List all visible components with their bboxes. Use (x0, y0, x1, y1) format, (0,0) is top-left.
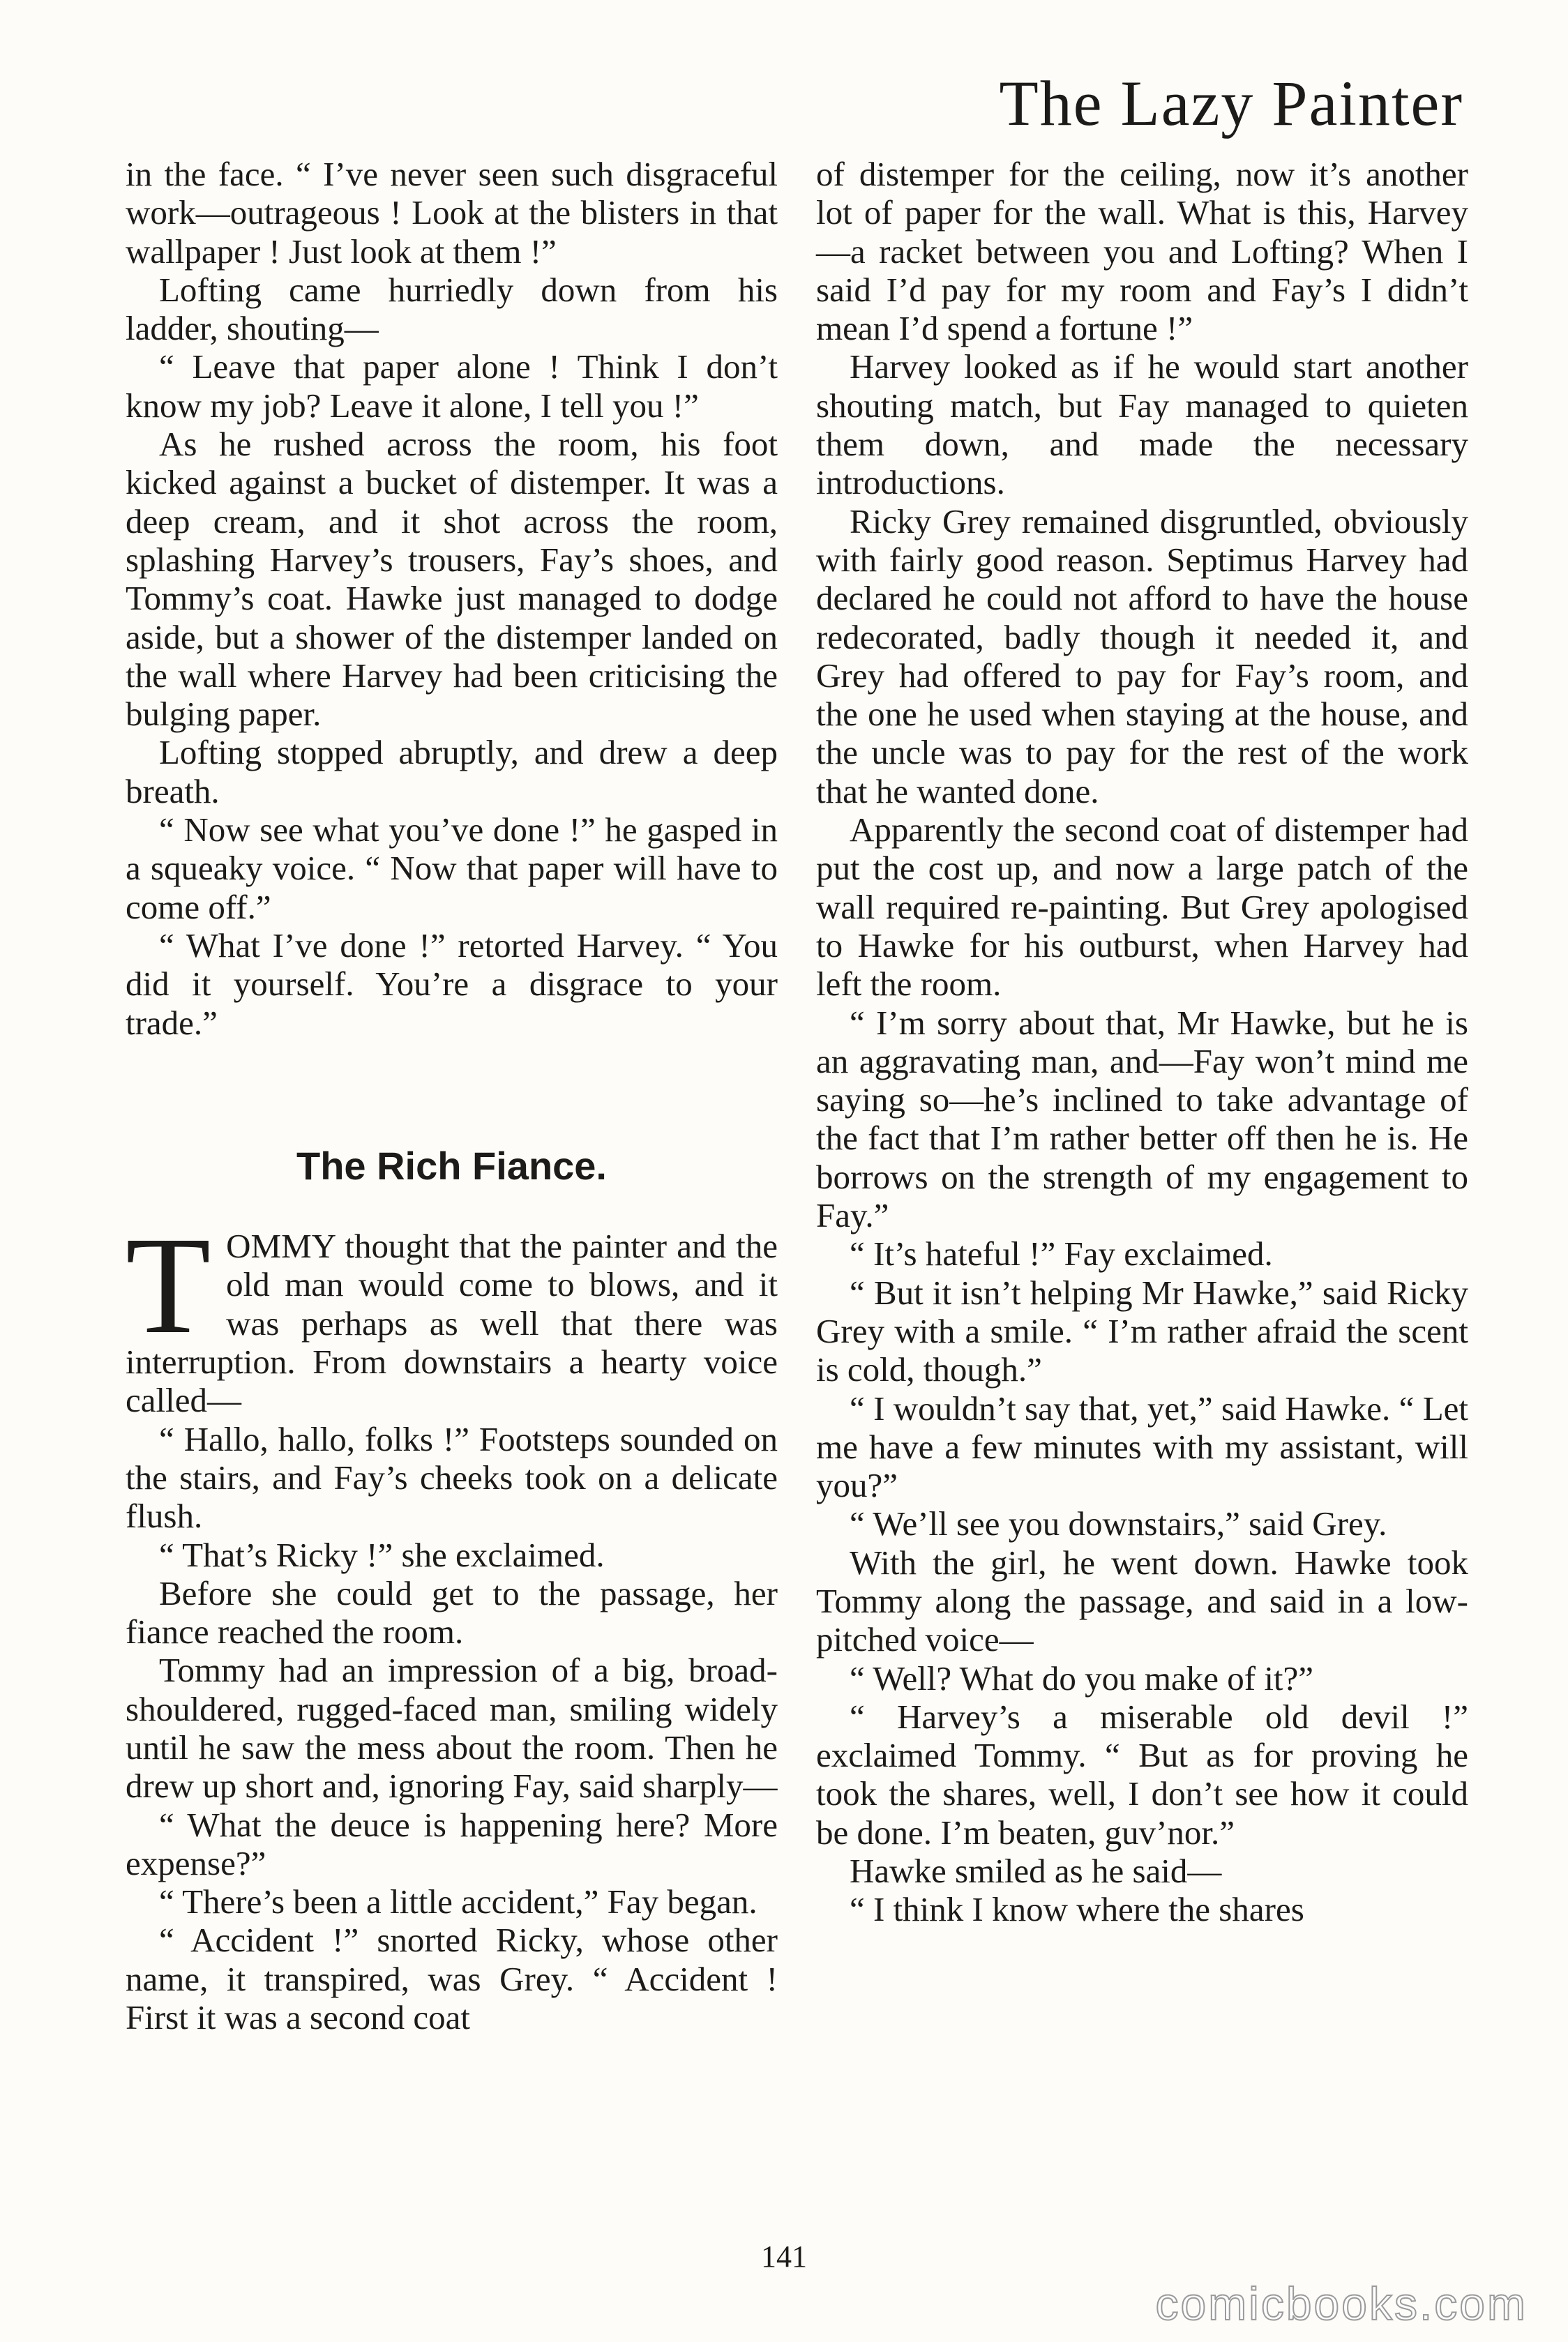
paragraph: “ Hallo, hallo, folks !” Footsteps sounded on the stairs, and Fay’s cheeks took on a delicate flush. (126, 1419, 778, 1536)
section-heading: The Rich Fiance. (296, 1143, 607, 1188)
paragraph: Harvey looked as if he would start another shouting match, but Fay managed to quieten them down, and made the necessary introductions. (816, 347, 1468, 502)
paragraph: “ I think I know where the shares (850, 1890, 1304, 1929)
paragraph: “ I wouldn’t say that, yet,” said Hawke. “ Let me have a few minutes with my assistant, will you?” (816, 1389, 1468, 1505)
paragraph: “ There’s been a little accident,” Fay began. (159, 1882, 757, 1921)
left-column (126, 155, 778, 2037)
paragraph: “ Now see what you’ve done !” he gasped in a squeaky voice. “ Now that paper will have to come off.” (126, 810, 778, 926)
paragraph: “ What I’ve done !” retorted Harvey. “ You did it yourself. You’re a disgrace to your trade.” (126, 926, 778, 1042)
page-number: 141 (761, 2239, 807, 2274)
paragraph: Lofting came hurriedly down from his ladder, shouting— (126, 270, 778, 348)
paragraph: “ Leave that paper alone ! Think I don’t know my job? Leave it alone, I tell you !” (126, 347, 778, 425)
paragraph: “ But it isn’t helping Mr Hawke,” said Ricky Grey with a smile. “ I’m rather afraid the scent is cold, though.” (816, 1273, 1468, 1389)
paragraph-text: OMMY thought that the painter and the old man would come to blows, and it was perhaps as well that there was interruption. From downstairs a hearty voice called— (126, 1227, 778, 1420)
paragraph: Tommy had an impression of a big, broad-shouldered, rugged-faced man, smiling widely until he saw the mess about the room. Then he drew up short and, ignoring Fay, said sharply— (126, 1651, 778, 1806)
paragraph: “ Accident !” snorted Ricky, whose other name, it transpired, was Grey. “ Accident ! First it was a second coat (126, 1921, 778, 2037)
paragraph: As he rushed across the room, his foot kicked against a bucket of distemper. It was a deep cream, and it shot across the room, splashing Harvey’s trousers, Fay’s shoes, and Tommy’s coat. Hawke just managed to dodge aside, but a shower of the distemper landed on the wall where Harvey had been criticising the bulging paper. (126, 425, 778, 734)
paragraph: “ That’s Ricky !” she exclaimed. (159, 1535, 605, 1574)
paragraph: “ I’m sorry about that, Mr Hawke, but he is an aggravating man, and—Fay won’t mind me saying so—he’s inclined to take advantage of the fact that I’m rather better off then he is. He borrows on the strength of my engagement to Fay.” (816, 1003, 1468, 1235)
paragraph: “ It’s hateful !” Fay exclaimed. (850, 1234, 1273, 1274)
paragraph: Before she could get to the passage, her fiance reached the room. (126, 1573, 778, 1652)
paragraph: Apparently the second coat of distemper had put the cost up, and now a large patch of the wall required re-painting. But Grey apologised to Hawke for his outburst, when Harvey had left the room. (816, 810, 1468, 1004)
paragraph: in the face. “ I’ve never seen such disgraceful work—outrageous ! Look at the blisters in that wallpaper ! Just look at them !” (126, 155, 778, 271)
running-title: The Lazy Painter (999, 68, 1463, 139)
watermark: comicbooks.com (1155, 2278, 1528, 2329)
paragraph: Ricky Grey remained disgruntled, obviously with fairly good reason. Septimus Harvey had declared he could not afford to have the house redecorated, badly though it needed it, and Grey had offered to pay for Fay’s room, and the one he used when staying at the house, and the uncle was to pay for the rest of the work that he wanted done. (816, 501, 1468, 810)
paragraph: “ Well? What do you make of it?” (850, 1659, 1314, 1698)
paragraph: of distemper for the ceiling, now it’s another lot of paper for the wall. What is this, Harvey—a racket between you and Lofting? When I said I’d pay for my room and Fay’s I didn’t mean I’d spend a fortune !” (816, 155, 1468, 348)
paragraph: “ We’ll see you downstairs,” said Grey. (850, 1504, 1387, 1543)
drop-cap-paragraph (126, 1209, 778, 1420)
right-column (816, 155, 1468, 1929)
paragraph: Hawke smiled as he said— (850, 1852, 1222, 1891)
paragraph: “ What the deuce is happening here? More expense?” (126, 1805, 778, 1882)
paragraph: With the girl, he went down. Hawke took Tommy along the passage, and said in a low-pitched voice— (816, 1543, 1468, 1659)
paragraph: “ Harvey’s a miserable old devil !” exclaimed Tommy. “ But as for proving he took the shares, well, I don’t see how it could be done. I’m beaten, guv’nor.” (816, 1697, 1468, 1852)
paragraph: Lofting stopped abruptly, and drew a deep breath. (126, 733, 778, 810)
drop-cap: T (126, 1209, 211, 1363)
